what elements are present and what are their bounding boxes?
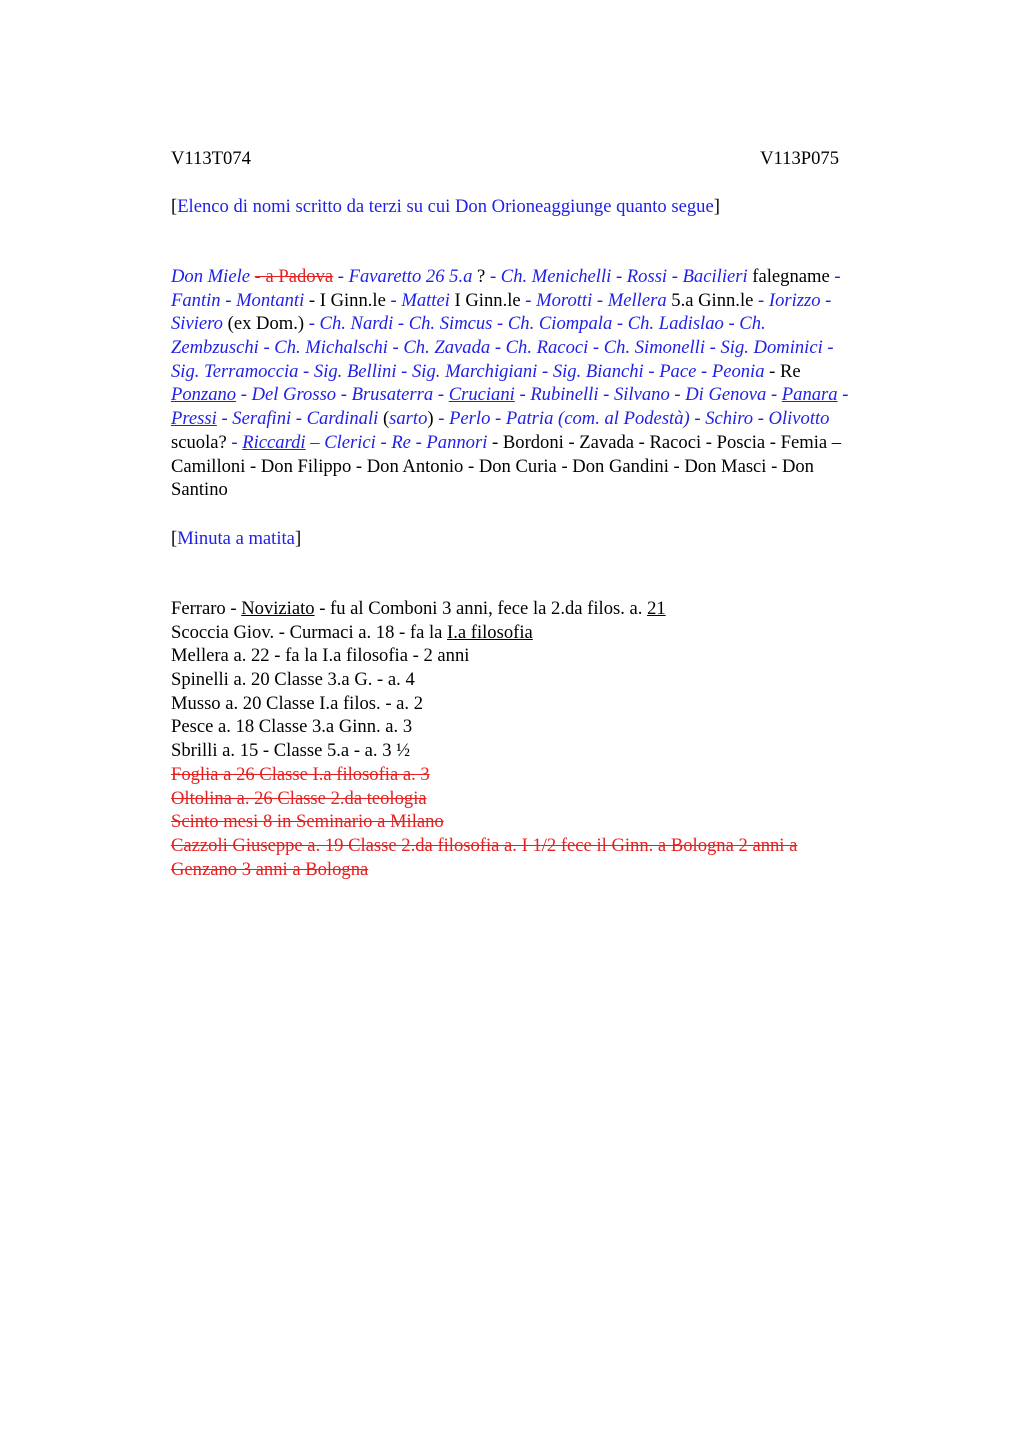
name-segment: - bbox=[231, 431, 243, 453]
list-item bbox=[171, 621, 891, 645]
names-line bbox=[171, 336, 931, 360]
names-line bbox=[171, 265, 931, 289]
underlined-segment: I.a filosofia bbox=[447, 621, 533, 643]
plain-segment: Pesce a. 18 Classe 3.a Ginn. a. 3 bbox=[171, 716, 413, 738]
bracket-close: ] bbox=[294, 528, 302, 549]
plain-segment: Spinelli a. 20 Classe 3.a G. - a. 4 bbox=[171, 669, 415, 691]
document-code-left: V113T074 bbox=[171, 148, 251, 169]
underlined-name: Pressi bbox=[171, 408, 217, 430]
plain-segment: Sbrilli a. 15 - Classe 5.a - a. 3 ½ bbox=[171, 740, 411, 762]
list-item bbox=[171, 644, 891, 668]
name-segment: - Morotti - Mellera bbox=[525, 289, 667, 311]
plain-segment: ) bbox=[427, 408, 434, 430]
names-line bbox=[171, 383, 931, 407]
list-item bbox=[171, 597, 891, 621]
name-segment: Clerici - Re - Pannori bbox=[324, 431, 488, 453]
struck-segment: mesi 8 bbox=[223, 811, 273, 833]
plain-segment: Ferraro - bbox=[171, 598, 242, 619]
names-line bbox=[171, 360, 931, 384]
name-segment: – bbox=[305, 431, 325, 453]
struck-segment: Oltolina a. 26 Classe 2.da teologia bbox=[171, 787, 427, 809]
name-segment: sarto bbox=[389, 408, 428, 430]
plain-segment: Mellera a. 22 - fa la I.a filosofia - 2 anni bbox=[171, 645, 470, 667]
document-code-right: V113P075 bbox=[760, 148, 839, 169]
plain-segment: Scoccia Giov. - Curmaci a. 18 - fa la bbox=[171, 621, 448, 643]
editorial-note-text: Elenco di nomi scritto da terzi su cui Don Orioneaggiunge quanto segue bbox=[177, 196, 714, 217]
plain-segment: Camilloni - Don Filippo - Don Antonio - Don Curia - Don Gandini - Don Masci - Don bbox=[171, 455, 814, 477]
plain-segment: - Re bbox=[764, 360, 801, 382]
plain-segment: - Bordoni - Zavada - Racoci - Poscia - Femia – bbox=[487, 431, 842, 453]
underlined-name: Riccardi bbox=[242, 431, 306, 453]
editorial-note-draft bbox=[171, 527, 301, 551]
struck-list-item bbox=[171, 763, 891, 787]
struck-segment: Scinto bbox=[171, 811, 219, 833]
underlined-name: Ponzano bbox=[171, 384, 237, 406]
name-segment: - Iorizzo - bbox=[758, 289, 832, 311]
struck-segment: Cazzoli Giuseppe a. 19 Classe 2.da filosofia a. I 1/2 fece il bbox=[171, 834, 612, 856]
name-segment: Siviero bbox=[171, 313, 223, 335]
struck-segment: Milano bbox=[390, 811, 444, 833]
names-paragraph bbox=[171, 265, 931, 502]
names-line bbox=[171, 431, 931, 455]
plain-segment: ( bbox=[382, 408, 390, 430]
plain-segment: Santino bbox=[171, 479, 228, 501]
list-item bbox=[171, 668, 891, 692]
struck-segment: - a Padova bbox=[254, 266, 334, 287]
plain-segment: ? bbox=[472, 266, 490, 287]
name-segment: - Ch. Menichelli - Rossi - Bacilieri bbox=[489, 266, 748, 287]
name-segment: - Rubinelli - Silvano - Di Genova - bbox=[514, 384, 782, 406]
struck-segment: Ginn. a Bologna bbox=[611, 834, 734, 856]
editorial-note-list bbox=[171, 195, 720, 219]
name-segment: - bbox=[837, 384, 849, 406]
name-segment: Don Miele bbox=[171, 266, 255, 287]
underlined-segment: 21 bbox=[647, 598, 666, 619]
name-segment: Sig. Terramoccia - Sig. Bellini - Sig. Marchigiani - Sig. Bianchi - Pace - Peonia bbox=[171, 360, 765, 382]
name-segment: - Serafini - Cardinali bbox=[216, 408, 383, 430]
struck-segment: Genzano 3 anni a Bologna bbox=[171, 858, 369, 880]
struck-list-item bbox=[171, 858, 891, 882]
underlined-name: Cruciani bbox=[448, 384, 515, 406]
list-item bbox=[171, 692, 891, 716]
struck-segment: Foglia a 26 Classe I.a filosofia a. 3 bbox=[171, 763, 430, 785]
struck-segment: in Seminario a bbox=[272, 811, 391, 833]
plain-segment: scuola? bbox=[171, 431, 232, 453]
name-segment: - Perlo - Patria (com. al Podestà) - Schiro - Olivotto bbox=[433, 408, 830, 430]
plain-segment: 5.a Ginn.le bbox=[666, 289, 759, 311]
names-line bbox=[171, 407, 931, 431]
names-line bbox=[171, 478, 931, 502]
struck-list-item bbox=[171, 787, 891, 811]
students-list bbox=[171, 597, 891, 881]
list-item bbox=[171, 739, 891, 763]
struck-segment: 2 anni a bbox=[733, 834, 798, 856]
struck-list-item bbox=[171, 834, 891, 858]
name-segment: - Ch. Nardi - Ch. Simcus - Ch. Ciompala - Ch. Ladislao - Ch. bbox=[308, 313, 766, 335]
plain-segment: (ex Dom.) bbox=[222, 313, 309, 335]
name-segment: - bbox=[834, 266, 841, 287]
plain-segment: Musso a. 20 Classe I.a filos. - a. 2 bbox=[171, 692, 424, 714]
name-segment: - Del Grosso - Brusaterra - bbox=[236, 384, 449, 406]
bracket-open: [ bbox=[171, 528, 178, 549]
list-item bbox=[171, 715, 891, 739]
plain-segment: falegname bbox=[747, 266, 835, 287]
name-segment: - Favaretto 26 5.a bbox=[333, 266, 473, 287]
name-segment: Fantin - Montanti bbox=[171, 289, 309, 311]
name-segment: - Mattei bbox=[390, 289, 450, 311]
underlined-name: Panara bbox=[781, 384, 838, 406]
underlined-segment: Noviziato bbox=[241, 598, 315, 619]
name-segment: Zembzuschi - Ch. Michalschi - Ch. Zavada - Ch. Racoci - Ch. Simonelli - Sig. Dominici - bbox=[171, 337, 834, 359]
names-line bbox=[171, 455, 931, 479]
names-line bbox=[171, 289, 931, 313]
editorial-note-text: Minuta a matita bbox=[177, 528, 295, 549]
header-row bbox=[171, 147, 839, 171]
bracket-open: [ bbox=[171, 196, 178, 217]
plain-segment: - I Ginn.le bbox=[308, 289, 391, 311]
names-line bbox=[171, 312, 931, 336]
bracket-close: ] bbox=[713, 196, 720, 217]
plain-segment: I Ginn.le bbox=[449, 289, 526, 311]
plain-segment: - fu al Comboni 3 anni, fece la 2.da filos. a. bbox=[314, 598, 648, 619]
struck-list-item bbox=[171, 810, 891, 834]
